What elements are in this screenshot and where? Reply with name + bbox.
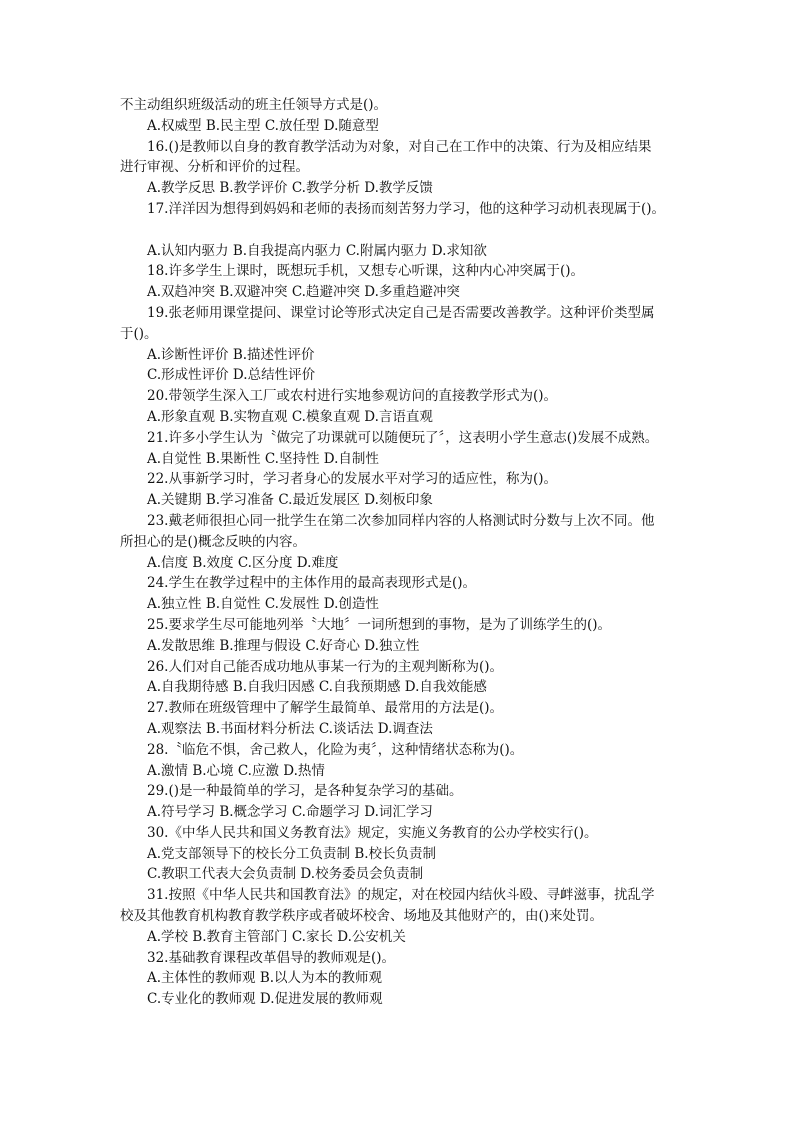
text-line: 28.〝临危不惧，舍己救人，化险为夷〞，这种情绪状态称为()。 (147, 741, 524, 758)
text-line: C.专业化的教师观 D.促进发展的教师观 (147, 991, 383, 1008)
text-line: 26.人们对自己能否成功地从事某一行为的主观判断称为()。 (147, 658, 504, 675)
text-line: C.教职工代表大会负责制 D.校务委员会负责制 (147, 866, 424, 883)
text-line: 30.《中华人民共和国义务教育法》规定，实施义务教育的公办学校实行()。 (147, 824, 598, 841)
text-line: A.关键期 B.学习准备 C.最近发展区 D.刻板印象 (147, 492, 433, 509)
text-line: 21.许多小学生认为〝做完了功课就可以随便玩了〞，这表明小学生意志()发展不成熟。 (147, 429, 659, 446)
text-line: 进行审视、分析和评价的过程。 (120, 159, 309, 176)
text-line: 19.张老师用课堂提问、课堂讨论等形式决定自己是否需要改善教学。这种评价类型属 (147, 304, 655, 321)
text-line: A.发散思维 B.推理与假设 C.好奇心 D.独立性 (147, 637, 420, 654)
text-line: 不主动组织班级活动的班主任领导方式是()。 (120, 97, 388, 113)
text-line: 23.戴老师很担心同一批学生在第二次参加同样内容的人格测试时分数与上次不同。他 (147, 512, 655, 529)
text-line: 于()。 (120, 325, 158, 342)
text-line: 31.按照《中华人民共和国教育法》的规定，对在校园内结伙斗殴、寻衅滋事，扰乱学 (147, 887, 655, 904)
text-line: 18.许多学生上课时，既想玩手机，又想专心听课，这种内心冲突属于()。 (147, 263, 585, 280)
text-line: A.自我期待感 B.自我归因感 C.自我预期感 D.自我效能感 (147, 679, 487, 696)
text-line: A.党支部领导下的校长分工负责制 B.校长负责制 (147, 845, 437, 862)
text-line: A.教学反思 B.教学评价 C.教学分析 D.教学反馈 (147, 180, 433, 197)
text-line: C.形成性评价 D.总结性评价 (147, 367, 316, 384)
text-line: A.信度 B.效度 C.区分度 D.难度 (147, 554, 339, 571)
text-line: A.诊断性评价 B.描述性评价 (147, 346, 315, 363)
text-line: 29.()是一种最简单的学习，是各种复杂学习的基础。 (147, 783, 463, 800)
text-line: A.观察法 B.书面材料分析法 C.谈话法 D.调查法 (147, 720, 433, 737)
text-line: 20.带领学生深入工厂或农村进行实地参观访问的直接教学形式为()。 (147, 388, 558, 405)
text-line: A.学校 B.教育主管部门 C.家长 D.公安机关 (147, 928, 406, 945)
text-line: 17.洋洋因为想得到妈妈和老师的表扬而刻苦努力学习，他的这种学习动机表现属于()。 (147, 200, 666, 217)
text-line: A.独立性 B.自觉性 C.发展性 D.创造性 (147, 596, 379, 613)
text-line: A.形象直观 B.实物直观 C.模象直观 D.言语直观 (147, 408, 433, 425)
blank-line (120, 220, 680, 241)
text-line: A.符号学习 B.概念学习 C.命题学习 D.词汇学习 (147, 804, 433, 821)
text-line: A.主体性的教师观 B.以人为本的教师观 (147, 970, 383, 987)
text-line: 校及其他教育机构教育教学秩序或者破坏校舍、场地及其他财产的，由()来处罚。 (120, 908, 604, 925)
text-line: 24.学生在教学过程中的主体作用的最高表现形式是()。 (147, 575, 477, 592)
text-line: A.自觉性 B.果断性 C.坚持性 D.自制性 (147, 450, 379, 467)
text-line: A.权威型 B.民主型 C.放任型 D.随意型 (147, 117, 379, 134)
text-line: A.认知内驱力 B.自我提高内驱力 C.附属内驱力 D.求知欲 (147, 242, 487, 259)
text-line: 25.要求学生尽可能地列举〝大地〞一词所想到的事物，是为了训练学生的()。 (147, 616, 612, 633)
text-line: 27.教师在班级管理中了解学生最简单、最常用的方法是()。 (147, 700, 504, 717)
text-line: 所担心的是()概念反映的内容。 (120, 533, 307, 550)
text-line: A.激情 B.心境 C.应激 D.热情 (147, 762, 325, 779)
text-line: 22.从事新学习时，学习者身心的发展水平对学习的适应性，称为()。 (147, 471, 558, 488)
text-line: A.双趋冲突 B.双避冲突 C.趋避冲突 D.多重趋避冲突 (147, 284, 460, 301)
text-line: 16.()是教师以自身的教育教学活动为对象，对自己在工作中的决策、行为及相应结果 (147, 138, 652, 155)
text-line: 32.基础教育课程改革倡导的教师观是()。 (147, 949, 396, 966)
exam-text-body (120, 95, 680, 1010)
